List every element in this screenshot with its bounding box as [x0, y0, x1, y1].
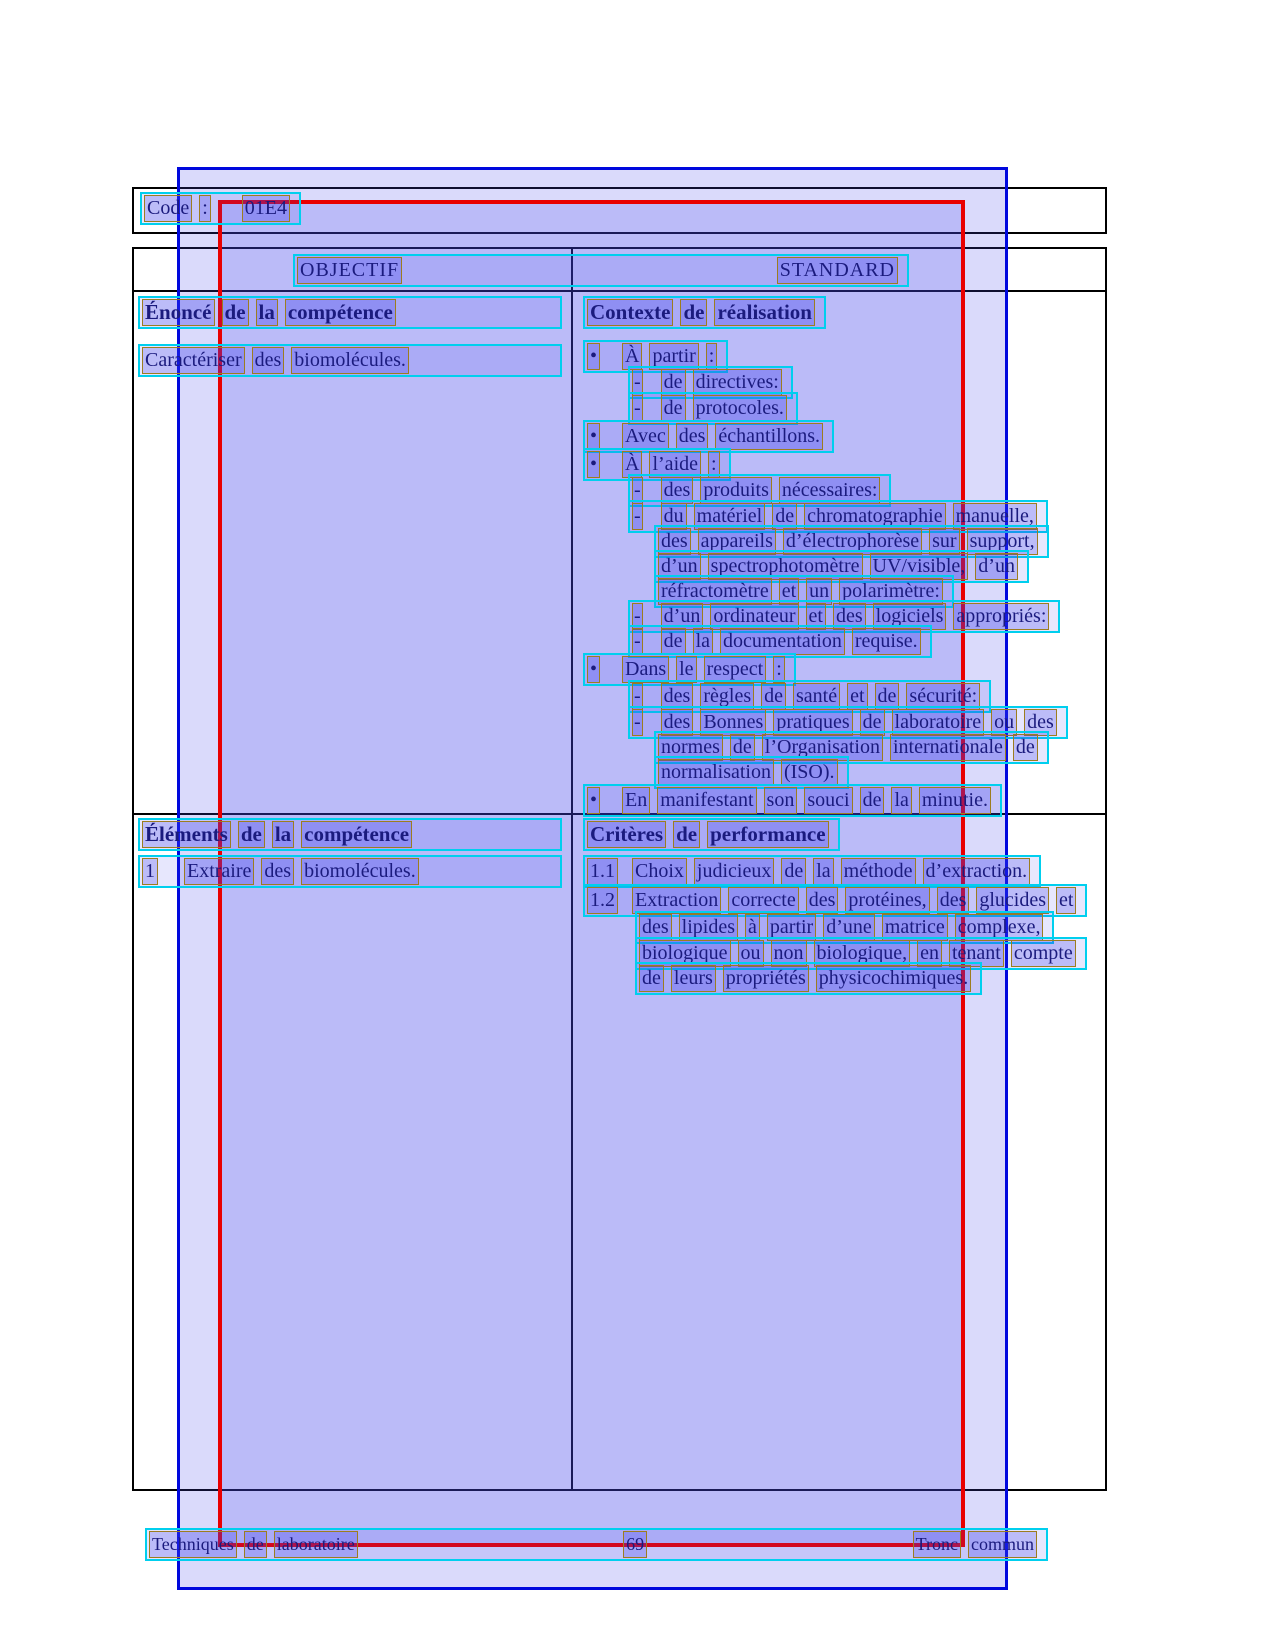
word-box: support, — [967, 528, 1038, 555]
word-box: chromatographie — [804, 503, 946, 530]
word-box: biomolécules. — [291, 347, 409, 374]
word-box: Avec — [622, 423, 669, 450]
word-box: laboratoire — [892, 709, 985, 736]
word-box: de — [680, 299, 707, 326]
word-box: performance — [707, 821, 828, 848]
word-box: Choix — [632, 858, 687, 885]
word-box: À — [622, 343, 642, 370]
word-box: de — [772, 503, 797, 530]
word-box: Extraction — [632, 887, 721, 914]
word-box: de — [238, 821, 265, 848]
elements-heading-line — [138, 818, 562, 851]
word-box: de — [661, 369, 686, 396]
word-box: le — [676, 656, 696, 683]
word-box: : — [708, 451, 720, 478]
word-box: complexe, — [955, 914, 1044, 941]
word-box: et — [847, 683, 867, 710]
word-box: du — [661, 503, 687, 530]
word-box: sur — [929, 528, 959, 555]
dash-icon: - — [632, 503, 643, 530]
word-box: en — [917, 940, 942, 967]
word-box: de — [222, 299, 249, 326]
word-box: de — [661, 395, 686, 422]
word-box: souci — [804, 787, 852, 814]
word-box: glucides — [976, 887, 1049, 914]
ocr-line-box — [138, 344, 562, 377]
word-box: normalisation — [658, 759, 774, 786]
word-box: de — [781, 858, 806, 885]
word-box: protéines, — [845, 887, 929, 914]
word-box: des — [261, 858, 294, 885]
word-box: logiciels — [873, 603, 947, 630]
word-box: judicieux — [694, 858, 774, 885]
word-box: biomolécules. — [301, 858, 419, 885]
contexte-heading-line — [583, 296, 826, 329]
word-box: normes — [658, 734, 723, 761]
word-box: : — [706, 343, 718, 370]
word-box: des — [252, 347, 285, 374]
word-box: respect — [704, 656, 767, 683]
word-box: matrice — [882, 914, 948, 941]
word-box: des — [833, 603, 866, 630]
word-box: spectrophotomètre — [708, 553, 863, 580]
word-box: : — [773, 656, 785, 683]
word-box: la — [272, 821, 294, 848]
word-box: d’extraction. — [923, 858, 1031, 885]
word-box: de — [1013, 734, 1038, 761]
word-box: Code — [144, 195, 192, 222]
word-box: laboratoire — [274, 1531, 358, 1558]
word-box: l’aide — [649, 451, 701, 478]
word-box: sécurité: — [906, 683, 980, 710]
footer-section — [913, 1531, 1044, 1558]
word-box: documentation — [720, 628, 845, 655]
item-number: 1 — [142, 858, 158, 885]
word-box: commun — [968, 1531, 1037, 1558]
word-box: d’électrophorèse — [783, 528, 922, 555]
word-box: propriétés — [723, 965, 809, 992]
word-box: ou — [991, 709, 1017, 736]
item-number: 1.1 — [587, 858, 618, 885]
enonce-heading-line — [138, 296, 562, 329]
word-box: nécessaires: — [779, 477, 881, 504]
word-box: Caractériser — [142, 347, 245, 374]
word-box: requise. — [852, 628, 921, 655]
word-box: Bonnes — [700, 709, 766, 736]
word-box: d’un — [661, 603, 704, 630]
word-box: manuelle, — [953, 503, 1037, 530]
word-box: de — [730, 734, 755, 761]
word-box: pratiques — [773, 709, 852, 736]
word-box: de — [244, 1531, 267, 1558]
word-box: des — [639, 914, 672, 941]
word-box: correcte — [728, 887, 798, 914]
word-box: Dans — [622, 656, 669, 683]
word-box: la — [693, 628, 713, 655]
word-box: produits — [700, 477, 772, 504]
dash-icon: - — [632, 683, 643, 710]
word-box: ordinateur — [710, 603, 798, 630]
word-box: des — [658, 528, 691, 555]
word-box: de — [875, 683, 900, 710]
word-box: de — [673, 821, 700, 848]
word-box: manifestant — [657, 787, 756, 814]
table-header-line — [293, 254, 909, 287]
word-box: la — [256, 299, 278, 326]
word-box: un — [806, 578, 832, 605]
word-box: polarimètre: — [839, 578, 943, 605]
code-line — [140, 192, 301, 225]
word-box: Éléments — [142, 821, 231, 848]
word-box: réalisation — [714, 299, 815, 326]
word-box: appareils — [698, 528, 776, 555]
word-box: 01E4 — [242, 195, 290, 222]
word-box: et — [806, 603, 826, 630]
word-box: échantillons. — [715, 423, 823, 450]
footer-page-number — [623, 1531, 654, 1558]
word-box: Tronc — [913, 1531, 961, 1558]
dash-icon: - — [632, 395, 643, 422]
word-box: de — [761, 683, 786, 710]
ocr-line-box — [583, 784, 1002, 817]
word-box: Contexte — [587, 299, 673, 326]
word-box: la — [891, 787, 911, 814]
word-box: de — [661, 628, 686, 655]
word-box: santé — [793, 683, 840, 710]
word-box: d’un — [975, 553, 1018, 580]
bullet-icon: • — [587, 656, 600, 683]
word-box: et — [1056, 887, 1076, 914]
word-box: son — [764, 787, 798, 814]
standard-header: STANDARD — [777, 257, 898, 284]
bullet-icon: • — [587, 343, 600, 370]
word-box: (ISO). — [781, 759, 838, 786]
word-box: des — [676, 423, 709, 450]
word-box: d’une — [823, 914, 875, 941]
word-box: d’un — [658, 553, 701, 580]
word-box: protocoles. — [693, 395, 787, 422]
word-box: partir — [767, 914, 816, 941]
word-box: à — [745, 914, 760, 941]
word-box: : — [199, 195, 211, 222]
word-box: la — [813, 858, 833, 885]
objectif-header: OBJECTIF — [297, 257, 402, 284]
word-box: 69 — [623, 1531, 647, 1558]
word-box: méthode — [841, 858, 916, 885]
word-box: des — [806, 887, 839, 914]
word-box: Critères — [587, 821, 666, 848]
word-box: des — [661, 709, 694, 736]
word-box: minutie. — [919, 787, 991, 814]
ocr-line-box — [635, 962, 982, 995]
word-box: partir — [649, 343, 698, 370]
dash-icon: - — [632, 603, 643, 630]
word-box: de — [860, 709, 885, 736]
word-box: Énoncé — [142, 299, 215, 326]
bullet-icon: • — [587, 787, 600, 814]
word-box: et — [779, 578, 799, 605]
word-box: des — [661, 477, 694, 504]
word-box: biologique — [639, 940, 731, 967]
word-box: leurs — [671, 965, 716, 992]
criteres-heading-line — [583, 818, 840, 851]
dash-icon: - — [632, 709, 643, 736]
word-box: Extraire — [184, 858, 254, 885]
dash-icon: - — [632, 628, 643, 655]
word-box: Techniques — [149, 1531, 237, 1558]
word-box: UV/visible, — [870, 553, 969, 580]
word-box: des — [661, 683, 694, 710]
bullet-icon: • — [587, 423, 600, 450]
footer-document-title — [149, 1531, 365, 1558]
word-box: non — [771, 940, 807, 967]
word-box: internationale — [890, 734, 1006, 761]
bullet-icon: • — [587, 451, 600, 478]
word-box: règles — [700, 683, 754, 710]
word-box: réfractomètre — [658, 578, 772, 605]
word-box: compte — [1011, 940, 1076, 967]
word-box: de — [860, 787, 885, 814]
item-number: 1.2 — [587, 887, 618, 914]
ocr-line-box — [138, 855, 562, 888]
dash-icon: - — [632, 477, 643, 504]
word-box: tenant — [949, 940, 1004, 967]
word-box: l’Organisation — [762, 734, 883, 761]
word-box: directives: — [693, 369, 782, 396]
word-box: biologique, — [814, 940, 911, 967]
word-box: lipides — [679, 914, 738, 941]
word-box: compétence — [285, 299, 396, 326]
word-box: des — [937, 887, 970, 914]
word-box: ou — [738, 940, 764, 967]
word-box: de — [639, 965, 664, 992]
word-box: compétence — [301, 821, 412, 848]
word-box: À — [622, 451, 642, 478]
dash-icon: - — [632, 369, 643, 396]
footer-line — [145, 1528, 1048, 1561]
word-box: des — [1024, 709, 1057, 736]
word-box: physicochimiques. — [816, 965, 971, 992]
word-box: appropriés: — [953, 603, 1049, 630]
word-box: matériel — [694, 503, 766, 530]
word-box: En — [622, 787, 650, 814]
